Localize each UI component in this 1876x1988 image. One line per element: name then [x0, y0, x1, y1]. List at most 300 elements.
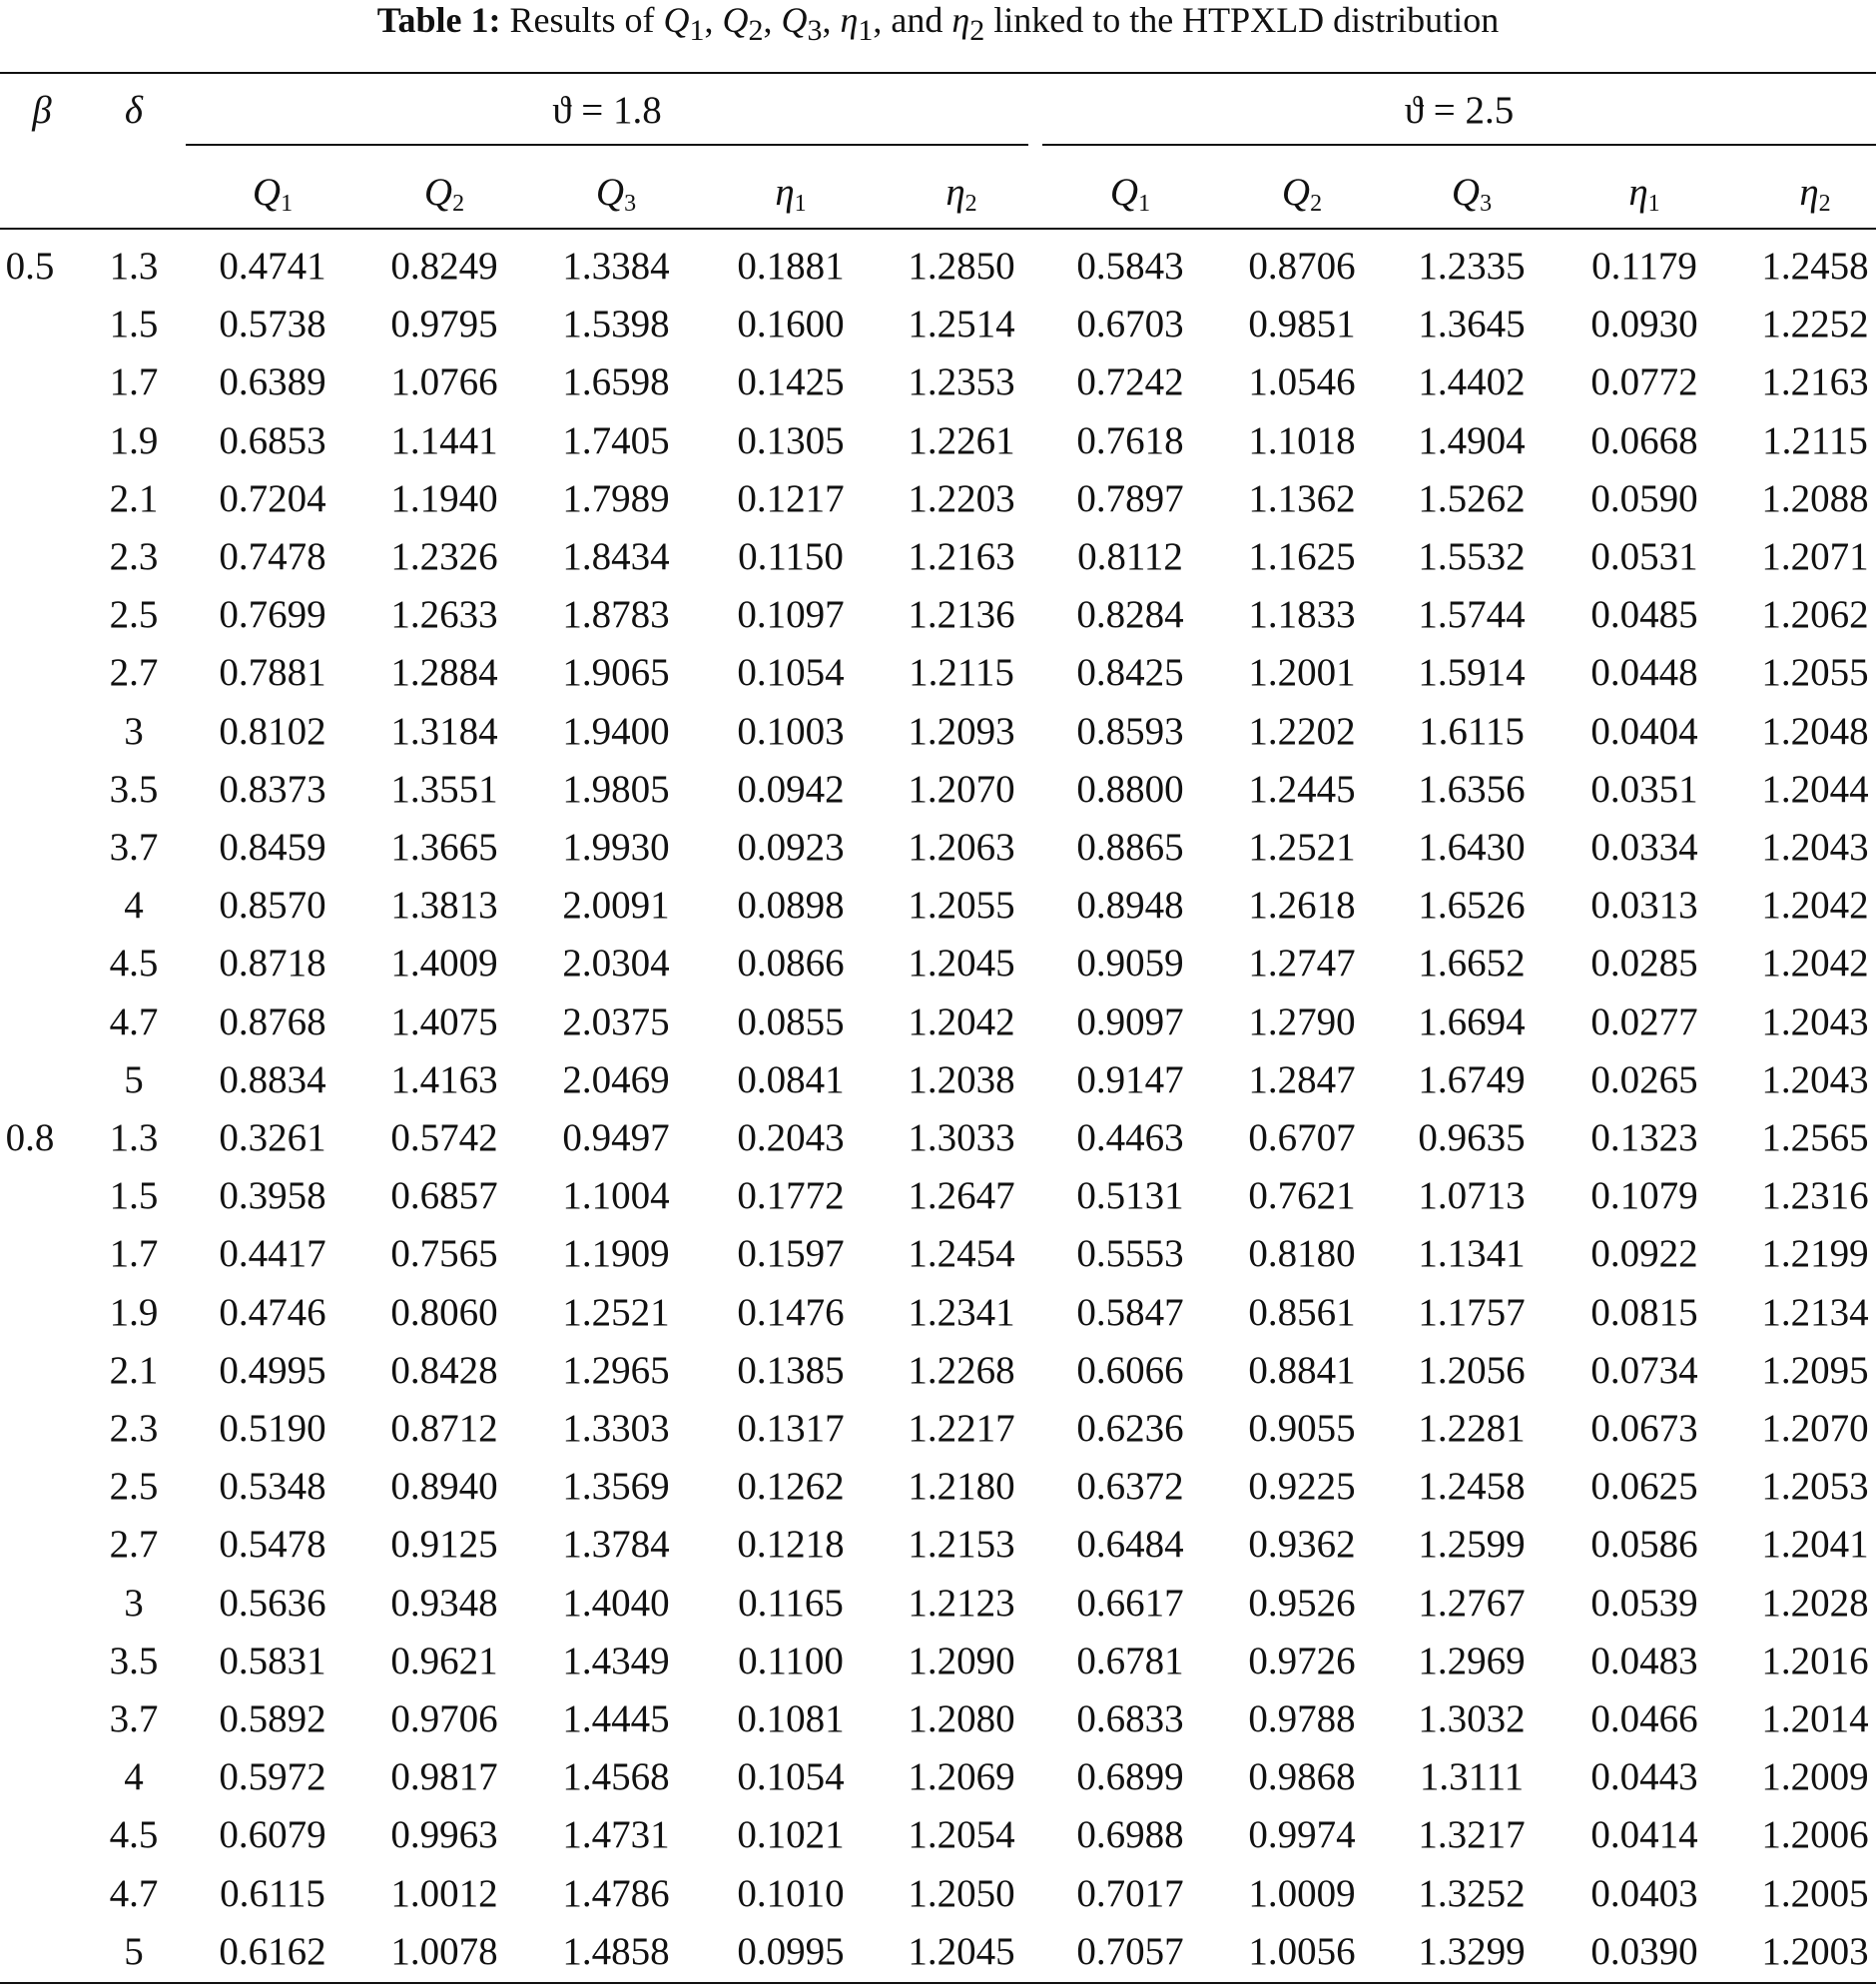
- delta-cell: 4.5: [109, 1813, 159, 1857]
- column-header-subscript: 1: [1138, 191, 1151, 217]
- table-cell: 1.2281: [1418, 1407, 1526, 1450]
- table-cell: 1.2050: [908, 1871, 1015, 1915]
- table-cell: 0.8112: [1077, 535, 1183, 578]
- column-header-symbol: Q: [1109, 171, 1139, 214]
- delta-cell: 4.7: [109, 1871, 159, 1915]
- table-cell: 0.5190: [219, 1407, 326, 1450]
- table-cell: 0.6484: [1076, 1523, 1184, 1567]
- table-cell: 0.1305: [737, 418, 845, 462]
- delta-cell: 3.7: [109, 1697, 159, 1740]
- table-cell: 1.6652: [1418, 942, 1526, 986]
- table-cell: 1.6598: [562, 360, 670, 404]
- table-cell: 0.7565: [390, 1232, 498, 1276]
- table-cell: 1.5398: [562, 303, 670, 346]
- delta-cell: 2.7: [109, 1523, 159, 1567]
- table-cell: 0.1217: [737, 476, 845, 520]
- table-cell: 1.2115: [1762, 418, 1868, 462]
- table-cell: 0.5892: [219, 1697, 326, 1740]
- table-cell: 0.9497: [562, 1116, 670, 1159]
- table-cell: 1.2053: [1761, 1465, 1869, 1509]
- table-cell: 0.6617: [1076, 1581, 1184, 1625]
- table-cell: 1.1018: [1248, 418, 1356, 462]
- table-cell: 1.2038: [908, 1057, 1015, 1101]
- delta-cell: 2.1: [109, 1348, 159, 1392]
- table-caption: [0, 0, 1876, 48]
- table-cell: 1.2599: [1418, 1523, 1526, 1567]
- table-cell: 0.6115: [220, 1871, 325, 1915]
- table-cell: 1.2043: [1761, 999, 1869, 1043]
- group2-rule: [1042, 144, 1876, 146]
- table-cell: 1.4349: [562, 1639, 670, 1682]
- table-cell: 0.6857: [390, 1174, 498, 1218]
- caption-comma-2: ,: [763, 0, 782, 40]
- table-cell: 1.2028: [1761, 1581, 1869, 1625]
- table-cell: 1.6115: [1419, 709, 1525, 753]
- table-cell: 1.2514: [908, 303, 1015, 346]
- table-cell: 1.2618: [1248, 884, 1356, 928]
- table-cell: 1.2048: [1761, 709, 1869, 753]
- table-cell: 0.6079: [219, 1813, 326, 1857]
- table-cell: 0.1021: [737, 1813, 845, 1857]
- table-cell: 1.3252: [1418, 1871, 1526, 1915]
- caption-eta2-sub: 2: [969, 14, 985, 48]
- table-cell: 0.0390: [1590, 1929, 1698, 1973]
- table-cell: 0.8948: [1076, 884, 1184, 928]
- table-cell: 0.0898: [737, 884, 845, 928]
- table-cell: 1.2217: [908, 1407, 1015, 1450]
- table-cell: 0.6389: [219, 360, 326, 404]
- table-cell: 0.1100: [738, 1639, 844, 1682]
- table-cell: 0.7204: [219, 476, 326, 520]
- table-cell: 1.4445: [562, 1697, 670, 1740]
- delta-cell: 1.3: [109, 1116, 159, 1159]
- table-cell: 1.7405: [562, 418, 670, 462]
- delta-cell: 5: [124, 1929, 144, 1973]
- table-cell: 0.6781: [1076, 1639, 1184, 1682]
- table-cell: 0.4417: [219, 1232, 326, 1276]
- column-header: [1730, 170, 1876, 218]
- table-cell: 0.9788: [1248, 1697, 1356, 1740]
- table-cell: 0.4463: [1076, 1116, 1184, 1159]
- table-cell: 0.1385: [737, 1348, 845, 1392]
- table-cell: 1.2847: [1248, 1057, 1356, 1101]
- delta-cell: 4.7: [109, 999, 159, 1043]
- table-cell: 0.6703: [1076, 303, 1184, 346]
- table-cell: 0.8373: [219, 767, 326, 811]
- table-cell: 1.9930: [562, 826, 670, 869]
- table-cell: 1.2044: [1761, 767, 1869, 811]
- table-cell: 1.3217: [1418, 1813, 1526, 1857]
- table-cell: 1.0056: [1248, 1929, 1356, 1973]
- table-cell: 1.2202: [1248, 709, 1356, 753]
- delta-cell: 2.3: [109, 535, 159, 578]
- table-cell: 1.5914: [1418, 651, 1526, 695]
- table-cell: 1.2042: [908, 999, 1015, 1043]
- table-cell: 0.9348: [390, 1581, 498, 1625]
- table-cell: 1.2353: [908, 360, 1015, 404]
- table-cell: 1.2341: [908, 1290, 1015, 1334]
- table-cell: 0.6162: [219, 1929, 326, 1973]
- caption-label: Table 1:: [376, 0, 501, 40]
- table-cell: 0.8593: [1076, 709, 1184, 753]
- table-cell: 1.6694: [1418, 999, 1526, 1043]
- table-cell: 0.0815: [1590, 1290, 1698, 1334]
- delta-cell: 4.5: [109, 942, 159, 986]
- table-cell: 1.2203: [908, 476, 1015, 520]
- table-cell: 1.1625: [1248, 535, 1356, 578]
- table-cell: 0.8060: [390, 1290, 498, 1334]
- caption-q1: Q: [663, 0, 690, 40]
- table-cell: 0.1218: [737, 1523, 845, 1567]
- table-cell: 1.6526: [1418, 884, 1526, 928]
- table-cell: 1.3303: [562, 1407, 670, 1450]
- table-cell: 1.1441: [390, 418, 498, 462]
- column-header-subscript: 1: [1647, 191, 1660, 217]
- table-cell: 0.5553: [1076, 1232, 1184, 1276]
- caption-q2-sub: 2: [748, 14, 764, 48]
- table-cell: 0.8570: [219, 884, 326, 928]
- delta-cell: 2.5: [109, 593, 159, 637]
- table-cell: 1.2261: [908, 418, 1015, 462]
- table-cell: 0.7897: [1076, 476, 1184, 520]
- table-cell: 1.0012: [390, 1871, 498, 1915]
- column-header-symbol: η: [1799, 171, 1819, 214]
- table-cell: 1.5744: [1418, 593, 1526, 637]
- table-cell: 1.2252: [1761, 303, 1869, 346]
- table-cell: 0.8459: [219, 826, 326, 869]
- column-header-symbol: η: [1628, 171, 1648, 214]
- table-cell: 1.3111: [1419, 1755, 1525, 1799]
- table-cell: 2.0091: [562, 884, 670, 928]
- table-cell: 0.4741: [219, 245, 326, 288]
- table-cell: 0.4995: [219, 1348, 326, 1392]
- table-cell: 1.4075: [390, 999, 498, 1043]
- delta-cell: 3.5: [109, 1639, 159, 1682]
- column-header-symbol: η: [775, 171, 795, 214]
- table-cell: 1.2055: [1761, 651, 1869, 695]
- table-cell: 0.0414: [1590, 1813, 1698, 1857]
- table-cell: 0.1881: [737, 245, 845, 288]
- table-cell: 0.8102: [219, 709, 326, 753]
- table-cell: 0.9963: [390, 1813, 498, 1857]
- table-cell: 1.2115: [909, 651, 1014, 695]
- delta-cell: 1.9: [109, 418, 159, 462]
- table-cell: 0.8712: [390, 1407, 498, 1450]
- table-cell: 0.5348: [219, 1465, 326, 1509]
- table-cell: 1.2316: [1761, 1174, 1869, 1218]
- table-cell: 1.2163: [1761, 360, 1869, 404]
- table-cell: 1.2521: [562, 1290, 670, 1334]
- table-bottom-rule: [0, 1982, 1876, 1984]
- table-cell: 0.8834: [219, 1057, 326, 1101]
- column-header: [531, 170, 701, 218]
- table-cell: 1.7989: [562, 476, 670, 520]
- table-cell: 1.4731: [562, 1813, 670, 1857]
- delta-cell: 1.7: [109, 1232, 159, 1276]
- table-cell: 1.1757: [1418, 1290, 1526, 1334]
- table-cell: 0.0734: [1590, 1348, 1698, 1392]
- table-cell: 1.1004: [562, 1174, 670, 1218]
- table-cell: 0.0466: [1590, 1697, 1698, 1740]
- table-cell: 0.9055: [1248, 1407, 1356, 1450]
- table-cell: 1.2070: [1761, 1407, 1869, 1450]
- beta-cell: 0.8: [5, 1116, 55, 1159]
- delta-cell: 2.5: [109, 1465, 159, 1509]
- table-cell: 1.2163: [908, 535, 1015, 578]
- table-cell: 0.6853: [219, 418, 326, 462]
- table-cell: 1.2043: [1761, 1057, 1869, 1101]
- table-cell: 1.2521: [1248, 826, 1356, 869]
- column-header-symbol: Q: [252, 171, 282, 214]
- column-header: [1387, 170, 1557, 218]
- header-delta: δ: [124, 89, 144, 132]
- table-cell: 1.4402: [1418, 360, 1526, 404]
- table-cell: 0.8561: [1248, 1290, 1356, 1334]
- table-cell: 0.8284: [1076, 593, 1184, 637]
- table-cell: 0.1597: [737, 1232, 845, 1276]
- table-cell: 1.2063: [908, 826, 1015, 869]
- table-cell: 1.0546: [1248, 360, 1356, 404]
- table-cell: 0.0923: [737, 826, 845, 869]
- table-cell: 0.9868: [1248, 1755, 1356, 1799]
- caption-eta1: η: [840, 0, 859, 40]
- table-cell: 0.9362: [1248, 1523, 1356, 1567]
- table-cell: 1.9400: [562, 709, 670, 753]
- table-cell: 1.9805: [562, 767, 670, 811]
- table-cell: 0.9635: [1418, 1116, 1526, 1159]
- table-cell: 1.2850: [908, 245, 1015, 288]
- table-cell: 1.0078: [390, 1929, 498, 1973]
- table-cell: 0.9225: [1248, 1465, 1356, 1509]
- table-cell: 0.7618: [1076, 418, 1184, 462]
- table-cell: 1.3784: [562, 1523, 670, 1567]
- table-cell: 0.0590: [1590, 476, 1698, 520]
- delta-cell: 2.1: [109, 476, 159, 520]
- table-cell: 0.3958: [219, 1174, 326, 1218]
- column-header-subscript: 1: [281, 191, 294, 217]
- table-cell: 0.9059: [1076, 942, 1184, 986]
- table-cell: 0.0404: [1590, 709, 1698, 753]
- table-cell: 0.0443: [1590, 1755, 1698, 1799]
- caption-eta2: η: [951, 0, 970, 40]
- table-cell: 0.0673: [1590, 1407, 1698, 1450]
- table-cell: 1.0713: [1418, 1174, 1526, 1218]
- table-cell: 1.2445: [1248, 767, 1356, 811]
- table-cell: 0.0625: [1590, 1465, 1698, 1509]
- table-cell: 0.1054: [737, 1755, 845, 1799]
- table-cell: 1.9065: [562, 651, 670, 695]
- table-cell: 0.6372: [1076, 1465, 1184, 1509]
- table-cell: 1.1833: [1248, 593, 1356, 637]
- table-cell: 1.2767: [1418, 1581, 1526, 1625]
- table-cell: 0.0485: [1590, 593, 1698, 637]
- table-cell: 0.9621: [390, 1639, 498, 1682]
- table-cell: 0.6833: [1076, 1697, 1184, 1740]
- table-cell: 0.3261: [219, 1116, 326, 1159]
- table-cell: 0.8800: [1076, 767, 1184, 811]
- table-cell: 2.0304: [562, 942, 670, 986]
- table-cell: 1.0766: [390, 360, 498, 404]
- table-cell: 0.7699: [219, 593, 326, 637]
- table-cell: 1.1940: [390, 476, 498, 520]
- table-cell: 0.8768: [219, 999, 326, 1043]
- table-cell: 0.0930: [1590, 303, 1698, 346]
- table-cell: 0.0265: [1590, 1057, 1698, 1101]
- header-group-1: ϑ = 1.8: [552, 89, 662, 132]
- table-top-rule: [0, 72, 1876, 74]
- table-cell: 0.9147: [1076, 1057, 1184, 1101]
- table-cell: 2.0375: [562, 999, 670, 1043]
- table-cell: 1.2965: [562, 1348, 670, 1392]
- table-cell: 0.8865: [1076, 826, 1184, 869]
- table-cell: 0.1476: [737, 1290, 845, 1334]
- table-cell: 0.0922: [1590, 1232, 1698, 1276]
- column-header: [706, 170, 876, 218]
- table-cell: 0.1097: [737, 593, 845, 637]
- table-cell: 1.4568: [562, 1755, 670, 1799]
- table-cell: 1.2014: [1761, 1697, 1869, 1740]
- table-cell: 1.2335: [1418, 245, 1526, 288]
- table-cell: 0.4746: [219, 1290, 326, 1334]
- table-cell: 0.9526: [1248, 1581, 1356, 1625]
- table-cell: 0.0334: [1590, 826, 1698, 869]
- column-header: [877, 170, 1046, 218]
- caption-q3-sub: 3: [807, 14, 823, 48]
- table-cell: 0.0539: [1590, 1581, 1698, 1625]
- beta-cell: 0.5: [5, 245, 55, 288]
- table-cell: 1.2134: [1761, 1290, 1869, 1334]
- table-cell: 0.5847: [1076, 1290, 1184, 1334]
- table-cell: 1.2001: [1248, 651, 1356, 695]
- caption-eta1-sub: 1: [858, 14, 874, 48]
- table-cell: 0.1772: [737, 1174, 845, 1218]
- column-header-subscript: 3: [1480, 191, 1493, 217]
- table-cell: 0.9726: [1248, 1639, 1356, 1682]
- table-cell: 1.5262: [1418, 476, 1526, 520]
- table-cell: 0.7478: [219, 535, 326, 578]
- table-cell: 0.1323: [1590, 1116, 1698, 1159]
- table-cell: 0.7242: [1076, 360, 1184, 404]
- table-cell: 1.2458: [1418, 1465, 1526, 1509]
- table-cell: 1.6430: [1418, 826, 1526, 869]
- column-header: [1560, 170, 1729, 218]
- table-cell: 0.9706: [390, 1697, 498, 1740]
- table-cell: 0.0351: [1590, 767, 1698, 811]
- table-cell: 1.2153: [908, 1523, 1015, 1567]
- table-cell: 0.0855: [737, 999, 845, 1043]
- column-header-subscript: 2: [1310, 191, 1323, 217]
- table-cell: 1.2071: [1761, 535, 1869, 578]
- caption-prefix: Results of: [509, 0, 664, 40]
- table-cell: 0.5131: [1076, 1174, 1184, 1218]
- table-cell: 1.3551: [390, 767, 498, 811]
- table-cell: 1.3184: [390, 709, 498, 753]
- table-cell: 1.2062: [1761, 593, 1869, 637]
- table-cell: 0.0772: [1590, 360, 1698, 404]
- table-cell: 1.2790: [1248, 999, 1356, 1043]
- table-cell: 0.9974: [1248, 1813, 1356, 1857]
- table-cell: 1.2045: [908, 1929, 1015, 1973]
- table-cell: 1.2056: [1418, 1348, 1526, 1392]
- delta-cell: 3.7: [109, 826, 159, 869]
- table-cell: 0.5738: [219, 303, 326, 346]
- table-cell: 0.0942: [737, 767, 845, 811]
- table-cell: 1.2070: [908, 767, 1015, 811]
- table-cell: 1.2055: [908, 884, 1015, 928]
- table-cell: 0.8180: [1248, 1232, 1356, 1276]
- column-header-subscript: 2: [452, 191, 465, 217]
- table-cell: 1.2884: [390, 651, 498, 695]
- table-cell: 0.5636: [219, 1581, 326, 1625]
- delta-cell: 5: [124, 1057, 144, 1101]
- table-cell: 0.6899: [1076, 1755, 1184, 1799]
- table-cell: 0.0403: [1590, 1871, 1698, 1915]
- table-cell: 1.2043: [1761, 826, 1869, 869]
- caption-comma-1: ,: [704, 0, 723, 40]
- table-cell: 1.2003: [1761, 1929, 1869, 1973]
- table-cell: 1.2042: [1761, 942, 1869, 986]
- column-header-subscript: 1: [794, 191, 807, 217]
- delta-cell: 1.9: [109, 1290, 159, 1334]
- table-cell: 1.2054: [908, 1813, 1015, 1857]
- table-cell: 0.0313: [1590, 884, 1698, 928]
- delta-cell: 2.7: [109, 651, 159, 695]
- caption-comma-3: ,: [822, 0, 841, 40]
- table-cell: 0.9097: [1076, 999, 1184, 1043]
- table-cell: 1.2647: [908, 1174, 1015, 1218]
- table-cell: 1.2454: [908, 1232, 1015, 1276]
- table-cell: 0.0586: [1590, 1523, 1698, 1567]
- table-cell: 1.2180: [908, 1465, 1015, 1509]
- table-cell: 0.8249: [390, 245, 498, 288]
- table-cell: 1.2199: [1761, 1232, 1869, 1276]
- table-cell: 0.8718: [219, 942, 326, 986]
- table-cell: 0.0448: [1590, 651, 1698, 695]
- table-cell: 0.8425: [1076, 651, 1184, 695]
- table-cell: 1.1341: [1418, 1232, 1526, 1276]
- delta-cell: 3.5: [109, 767, 159, 811]
- table-cell: 0.1079: [1590, 1174, 1698, 1218]
- table-cell: 0.8940: [390, 1465, 498, 1509]
- table-cell: 0.1081: [737, 1697, 845, 1740]
- header-beta: β: [32, 89, 52, 132]
- caption-and: , and: [873, 0, 952, 40]
- table-cell: 1.1909: [562, 1232, 670, 1276]
- table-cell: 1.2093: [908, 709, 1015, 753]
- table-cell: 0.7621: [1248, 1174, 1356, 1218]
- table-cell: 0.2043: [737, 1116, 845, 1159]
- table-cell: 1.2045: [908, 942, 1015, 986]
- table-cell: 0.1054: [737, 651, 845, 695]
- group1-rule: [186, 144, 1028, 146]
- table-cell: 1.2016: [1761, 1639, 1869, 1682]
- table-cell: 1.5532: [1418, 535, 1526, 578]
- table-cell: 0.9817: [390, 1755, 498, 1799]
- caption-suffix: linked to the HTPXLD distribution: [984, 0, 1500, 40]
- table-cell: 0.5843: [1076, 245, 1184, 288]
- table-cell: 1.2006: [1761, 1813, 1869, 1857]
- table-cell: 1.3645: [1418, 303, 1526, 346]
- table-cell: 0.9125: [390, 1523, 498, 1567]
- table-cell: 1.2005: [1761, 1871, 1869, 1915]
- table-cell: 1.2088: [1761, 476, 1869, 520]
- table-cell: 1.4904: [1418, 418, 1526, 462]
- table-cell: 1.2969: [1418, 1639, 1526, 1682]
- table-cell: 0.8706: [1248, 245, 1356, 288]
- table-cell: 0.5742: [390, 1116, 498, 1159]
- table-cell: 1.4009: [390, 942, 498, 986]
- table-cell: 0.9795: [390, 303, 498, 346]
